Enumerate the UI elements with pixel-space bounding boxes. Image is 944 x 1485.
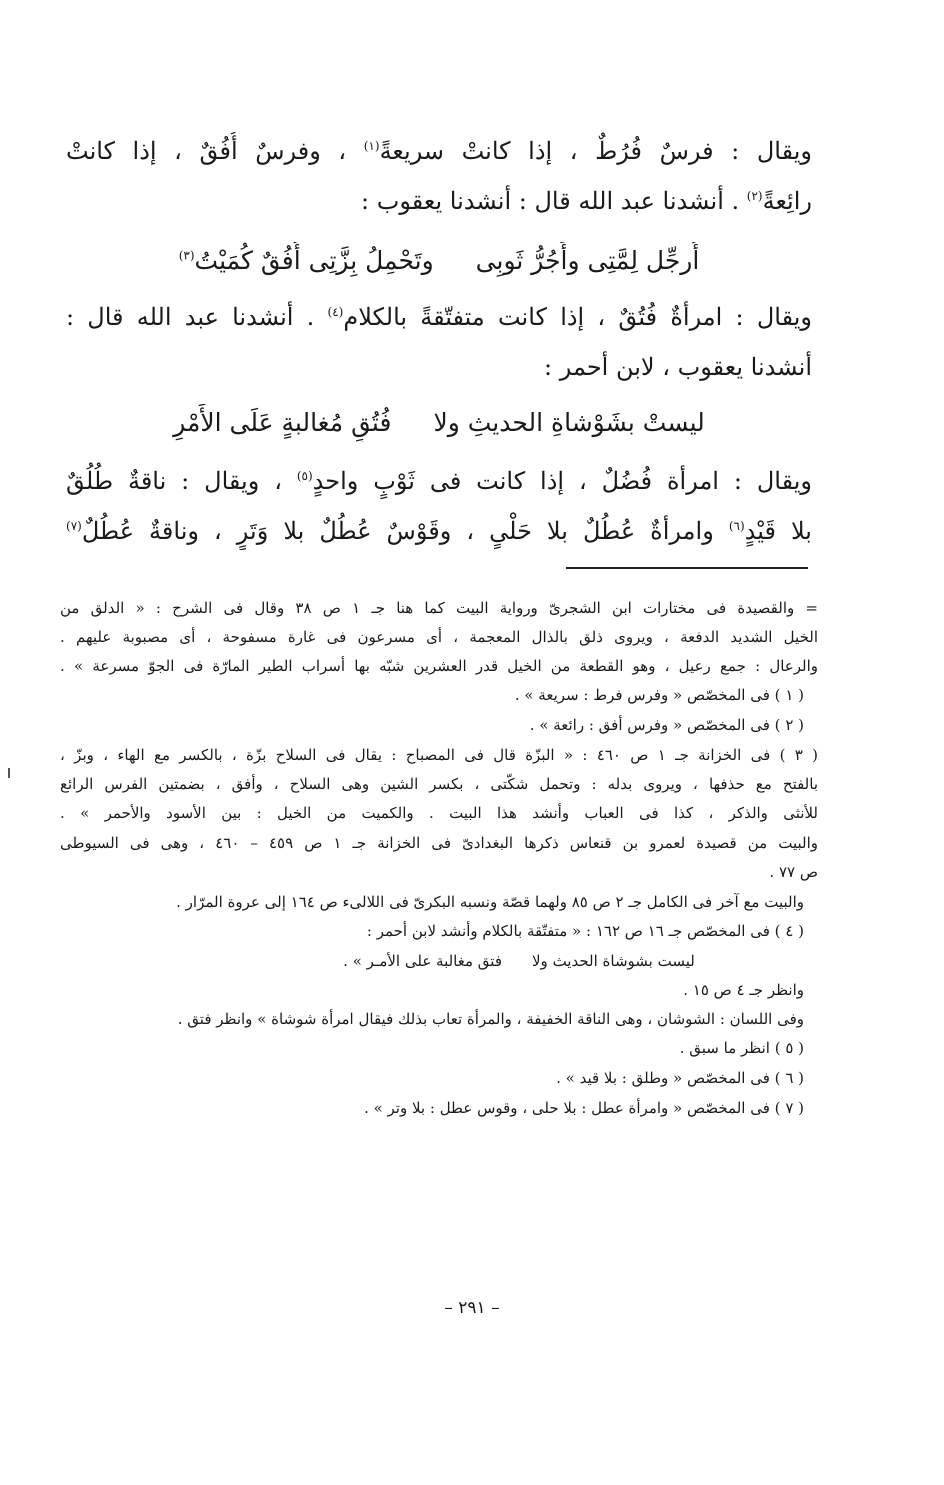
main-line-7 [66, 462, 812, 500]
text-run: . أنشدنا عبد الله قال : [66, 303, 328, 331]
footnote-ref-3[interactable]: (٣) [178, 248, 195, 263]
note-line: = والقصيدة فى مختارات ابن الشجرىّ ورواية البيت كما هنا جـ ١ ص ٣٨ وقال فى الشرح : « الدلق من [60, 599, 818, 617]
text-run: وامرأةٌ عُطُلٌ بلا حَلْىٍ ، وقَوْسٌ عُطُلٌ بلا وَتَرٍ ، وناقةٌ عُطُلٌ [81, 517, 729, 545]
page-number: – ٢٩١ – [444, 1298, 500, 1318]
text-run: أنشدنا يعقوب ، لابن أحمر : [544, 353, 812, 381]
note-verse [60, 949, 818, 973]
text-run: ويقال : امرأة فُضُلٌ ، إذا كانت فى ثَوْبٍ واحدٍ [312, 467, 812, 495]
note-line: للأنثى والذكر ، كذا فى العباب وأنشد هذا البيت . والكميت من الخيل : بين الأسود والأحمر » . [60, 804, 818, 822]
footnote-7: ( ٧ ) فى المخصّص « وامرأة عطل : بلا حلى ، وقوس عطل : بلا وتر » . [364, 1099, 804, 1117]
note-line: وفى اللسان : الشوشان ، وهى الناقة الخفيفة ، والمرأة تعاب بذلك فيقال امرأة شوشاة » وانظر فتق . [177, 1010, 804, 1028]
note-line: والبيت من قصيدة لعمرو بن قنعاس ذكرها البغدادىّ فى الخزانة جـ ١ ص ٤٥٩ – ٤٦٠ ، وهى فى السيوطى [60, 834, 818, 852]
text-run: ، ويقال : ناقةٌ طُلُقٌ [66, 467, 297, 495]
text-run: رائِعةً [762, 187, 812, 215]
footnote-2: ( ٢ ) فى المخصّص « وفرس أفق : رائعة » . [529, 716, 804, 734]
footnote-ref-1[interactable]: (١) [363, 139, 380, 153]
footnote-1: ( ١ ) فى المخصّص « وفرس فرط : سريعة » . [514, 686, 804, 704]
note-line: والبيت مع آخر فى الكامل جـ ٢ ص ٨٥ ولهما قصّة ونسبه البكرىّ فى اللالىء ص ١٦٤ إلى عروة المرّار . [176, 893, 804, 911]
scan-mark [8, 768, 10, 778]
verse-2 [66, 404, 812, 442]
verse-1 [66, 242, 812, 280]
footnote-separator [566, 567, 808, 569]
verse-hemistich-1: ليست بشوشاة الحديث ولا [532, 952, 695, 970]
note-line: ص ٧٧ . [769, 863, 818, 881]
text-run: . أنشدنا عبد الله قال : أنشدنا يعقوب : [361, 187, 747, 215]
main-line-5 [66, 348, 812, 386]
main-line-2 [66, 182, 812, 220]
footnote-ref-2[interactable]: (٢) [746, 189, 763, 203]
verse-hemistich-1: أُرجِّل لِمَّتِى وأَجُرُّ ثَوبِى [475, 246, 700, 275]
footnote-ref-4[interactable]: (٤) [327, 305, 344, 319]
footnote-3: ( ٣ ) فى الخزانة جـ ١ ص ٤٦٠ : « البزّة قال فى المصباح : يقال فى السلاح بزّة ، بالكسر مع الهاء ، وبزّ ، [60, 746, 818, 764]
note-line: بالفتح مع حذفها ، ويروى بدله : وتحمل شكّتى ، بكسر الشين وهى السلاح ، وأفق ، بضمتين الفرس الرائع [60, 775, 818, 793]
text-run: بلا قَيْدٍ [744, 517, 812, 545]
text-run: ويقال : فرسٌ فُرُطٌ ، إذا كانتْ سريعةً [379, 137, 812, 165]
footnote-4: ( ٤ ) فى المخصّص جـ ١٦ ص ١٦٢ : « متفتّقة بالكلام وأنشد لابن أحمر : [366, 922, 804, 940]
footnote-6: ( ٦ ) فى المخصّص « وطلق : بلا قيد » . [556, 1069, 804, 1087]
footnote-ref-7[interactable]: (٧) [66, 519, 82, 533]
main-line-8 [66, 512, 812, 550]
main-line-1 [66, 132, 812, 170]
verse-hemistich-1: ليستْ بشَوْشاةِ الحديثِ ولا [433, 408, 705, 437]
main-line-4 [66, 298, 812, 336]
note-line: والرعال : جمع رعيل ، وهو القطعة من الخيل قدر العشرين شبّه بها أسراب الطير المارّة فى الجوّ مسرعة » . [60, 657, 818, 675]
text-run: ويقال : امرأةٌ فُتُقٌ ، إذا كانت متفتّقةً بالكلام [343, 303, 812, 331]
verse-hemistich-2: فُتُقٍ مُغالبةٍ عَلَى الأَمْرِ [173, 408, 392, 437]
verse-hemistich-2: فتق مغالبة على الأمـر » . [343, 952, 502, 970]
footnote-ref-5[interactable]: (٥) [296, 469, 313, 483]
note-line: الخيل الشديد الدفعة ، ويروى ذلق بالذال المعجمة ، أى مسرعون فى غارة مسفوحة ، أى مصبوبة عليهم . [60, 628, 818, 646]
note-line: وانظر جـ ٤ ص ١٥ . [683, 981, 804, 999]
text-run: ، وفرسٌ أُفُقٌ ، إذا كانتْ [66, 137, 364, 165]
footnote-ref-6[interactable]: (٦) [728, 519, 745, 533]
footnote-5: ( ٥ ) انظر ما سبق . [679, 1039, 804, 1057]
verse-hemistich-2: وتَحْمِلُ بِزَّتِى أُفُقٌ كُمَيْتُ [194, 246, 434, 275]
